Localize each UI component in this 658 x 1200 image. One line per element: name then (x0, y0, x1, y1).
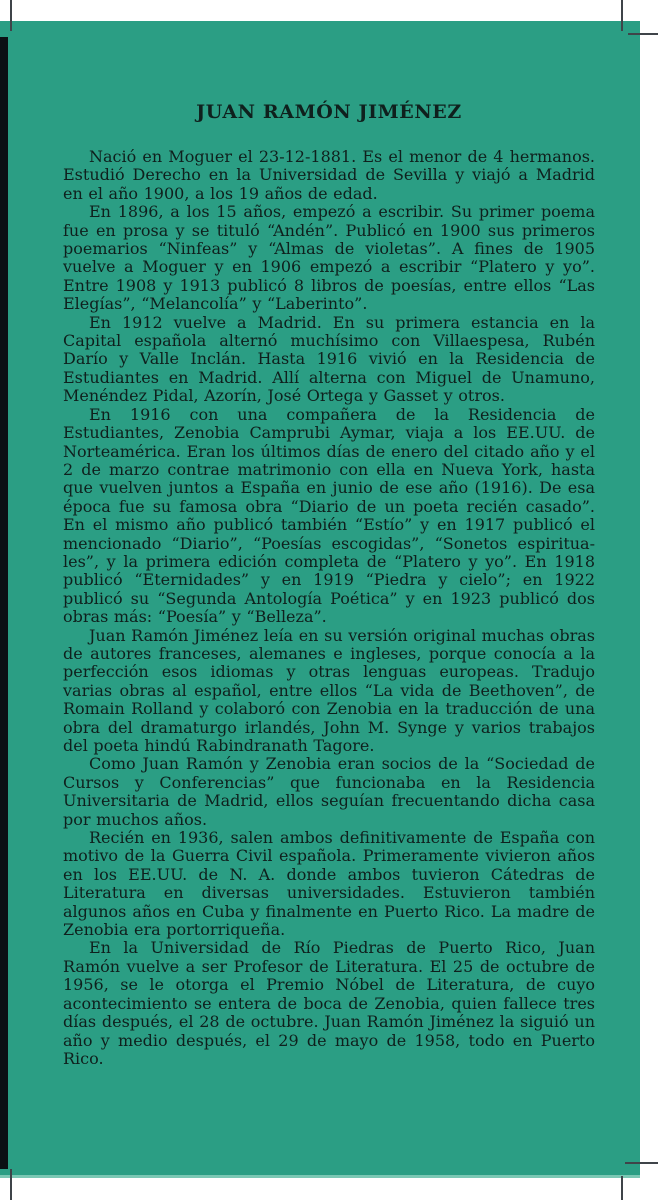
biography-text (63, 148, 595, 1068)
crop-mark-bottom-left-vertical (10, 1169, 12, 1200)
paragraph-exile-1936: Recién en 1936, salen ambos definitivamente de España con motivo de la Guerra Civil española. Primeramente vivieron años en los EE.UU. de N. A. donde ambos tuvieron Cátedras de Literatura en diversas universidades. Estuvieron también algunos años en Cuba y finalmente en Puerto Rico. La madre de Zenobia era portorriqueña. (63, 828, 595, 940)
paragraph-birth-studies: Nació en Moguer el 23-12-1881. Es el menor de 4 hermanos. Estudió Derecho en la Universidad de Sevilla y viajó a Madrid en el año 1900, a los 19 años de edad. (63, 147, 595, 203)
paragraph-sociedad-cursos: Como Juan Ramón y Zenobia eran socios de la “Sociedad de Cursos y Conferencias” que funcionaba en la Residencia Universitaria de Madrid, ellos seguían frecuentando dicha casa por muchos años. (63, 754, 595, 829)
paragraph-zenobia-marriage: En 1916 con una compañera de la Residencia de Estudiantes, Zenobia Camprubi Aymar, viaja a los EE.UU. de Norteamérica. Eran los últimos días de enero del citado año y el 2 de marzo contrae matrimonio con ella en Nueva York, hasta que vuelven juntos a España en junio de ese año (1916). De esa época fue su famosa obra “Diario de un poeta recién casado”. En el mismo año publicó también “Estío” y en 1917 publicó el mencionado “Diario”, “Poesías escogidas”, “Sonetos espiritua-les”, y la primera edición completa de “Platero y yo”. En 1918 publicó “Eternidades” y en 1919 “Piedra y cielo”; en 1922 publicó su “Segunda Antología Poética” y en 1923 publicó dos obras más: “Poesía” y “Belleza”. (63, 404, 595, 627)
crop-mark-bottom-right-vertical (621, 1176, 623, 1200)
page-title: JUAN RAMÓN JIMÉNEZ (196, 101, 462, 123)
paragraph-puerto-rico-nobel: En la Universidad de Río Piedras de Puerto Rico, Juan Ramón vuelve a ser Profesor de Literatura. El 25 de octubre de 1956, se le otorga el Premio Nóbel de Literatura, de cuyo acontecimiento se entera de boca de Zenobia, quien fallece tres días después, el 28 de octubre. Juan Ramón Jiménez la siguió un año y medio después, el 29 de mayo de 1958, todo en Puerto Rico. (63, 938, 595, 1068)
paragraph-translations: Juan Ramón Jiménez leía en su versión original muchas obras de autores franceses, alemanes e ingleses, porque conocía a la perfección esos idiomas y otras lenguas europeas. Tradujo varias obras al español, entre ellos “La vida de Beethoven”, de Romain Rolland y colaboró con Zenobia en la traducción de una obra del dramaturgo irlandés, John M. Synge y varios trabajos del poeta hindú Rabindranath Tagore. (63, 625, 595, 755)
crop-mark-bottom-right-horizontal (625, 1162, 658, 1164)
page-content (0, 21, 640, 1068)
paragraph-madrid-1912: En 1912 vuelve a Madrid. En su primera estancia en la Capital española alternó muchísimo con Villaespesa, Rubén Darío y Valle Inclán. Hasta 1916 vivió en la Residencia de Estudiantes en Madrid. Allí alterna con Miguel de Unamuno, Menéndez Pidal, Azorín, José Ortega y Gasset y otros. (63, 312, 595, 406)
paragraph-first-works: En 1896, a los 15 años, empezó a escribir. Su primer poema fue en prosa y se tituló “Andén”. Publicó en 1900 sus primeros poemarios “Ninfeas” y “Almas de violetas”. A fines de 1905 vuelve a Moguer y en 1906 empezó a escribir “Platero y yo”. Entre 1908 y 1913 publicó 8 libros de poesías, entre ellos “Las Elegías”, “Melancolía” y “Laberinto”. (63, 202, 595, 314)
